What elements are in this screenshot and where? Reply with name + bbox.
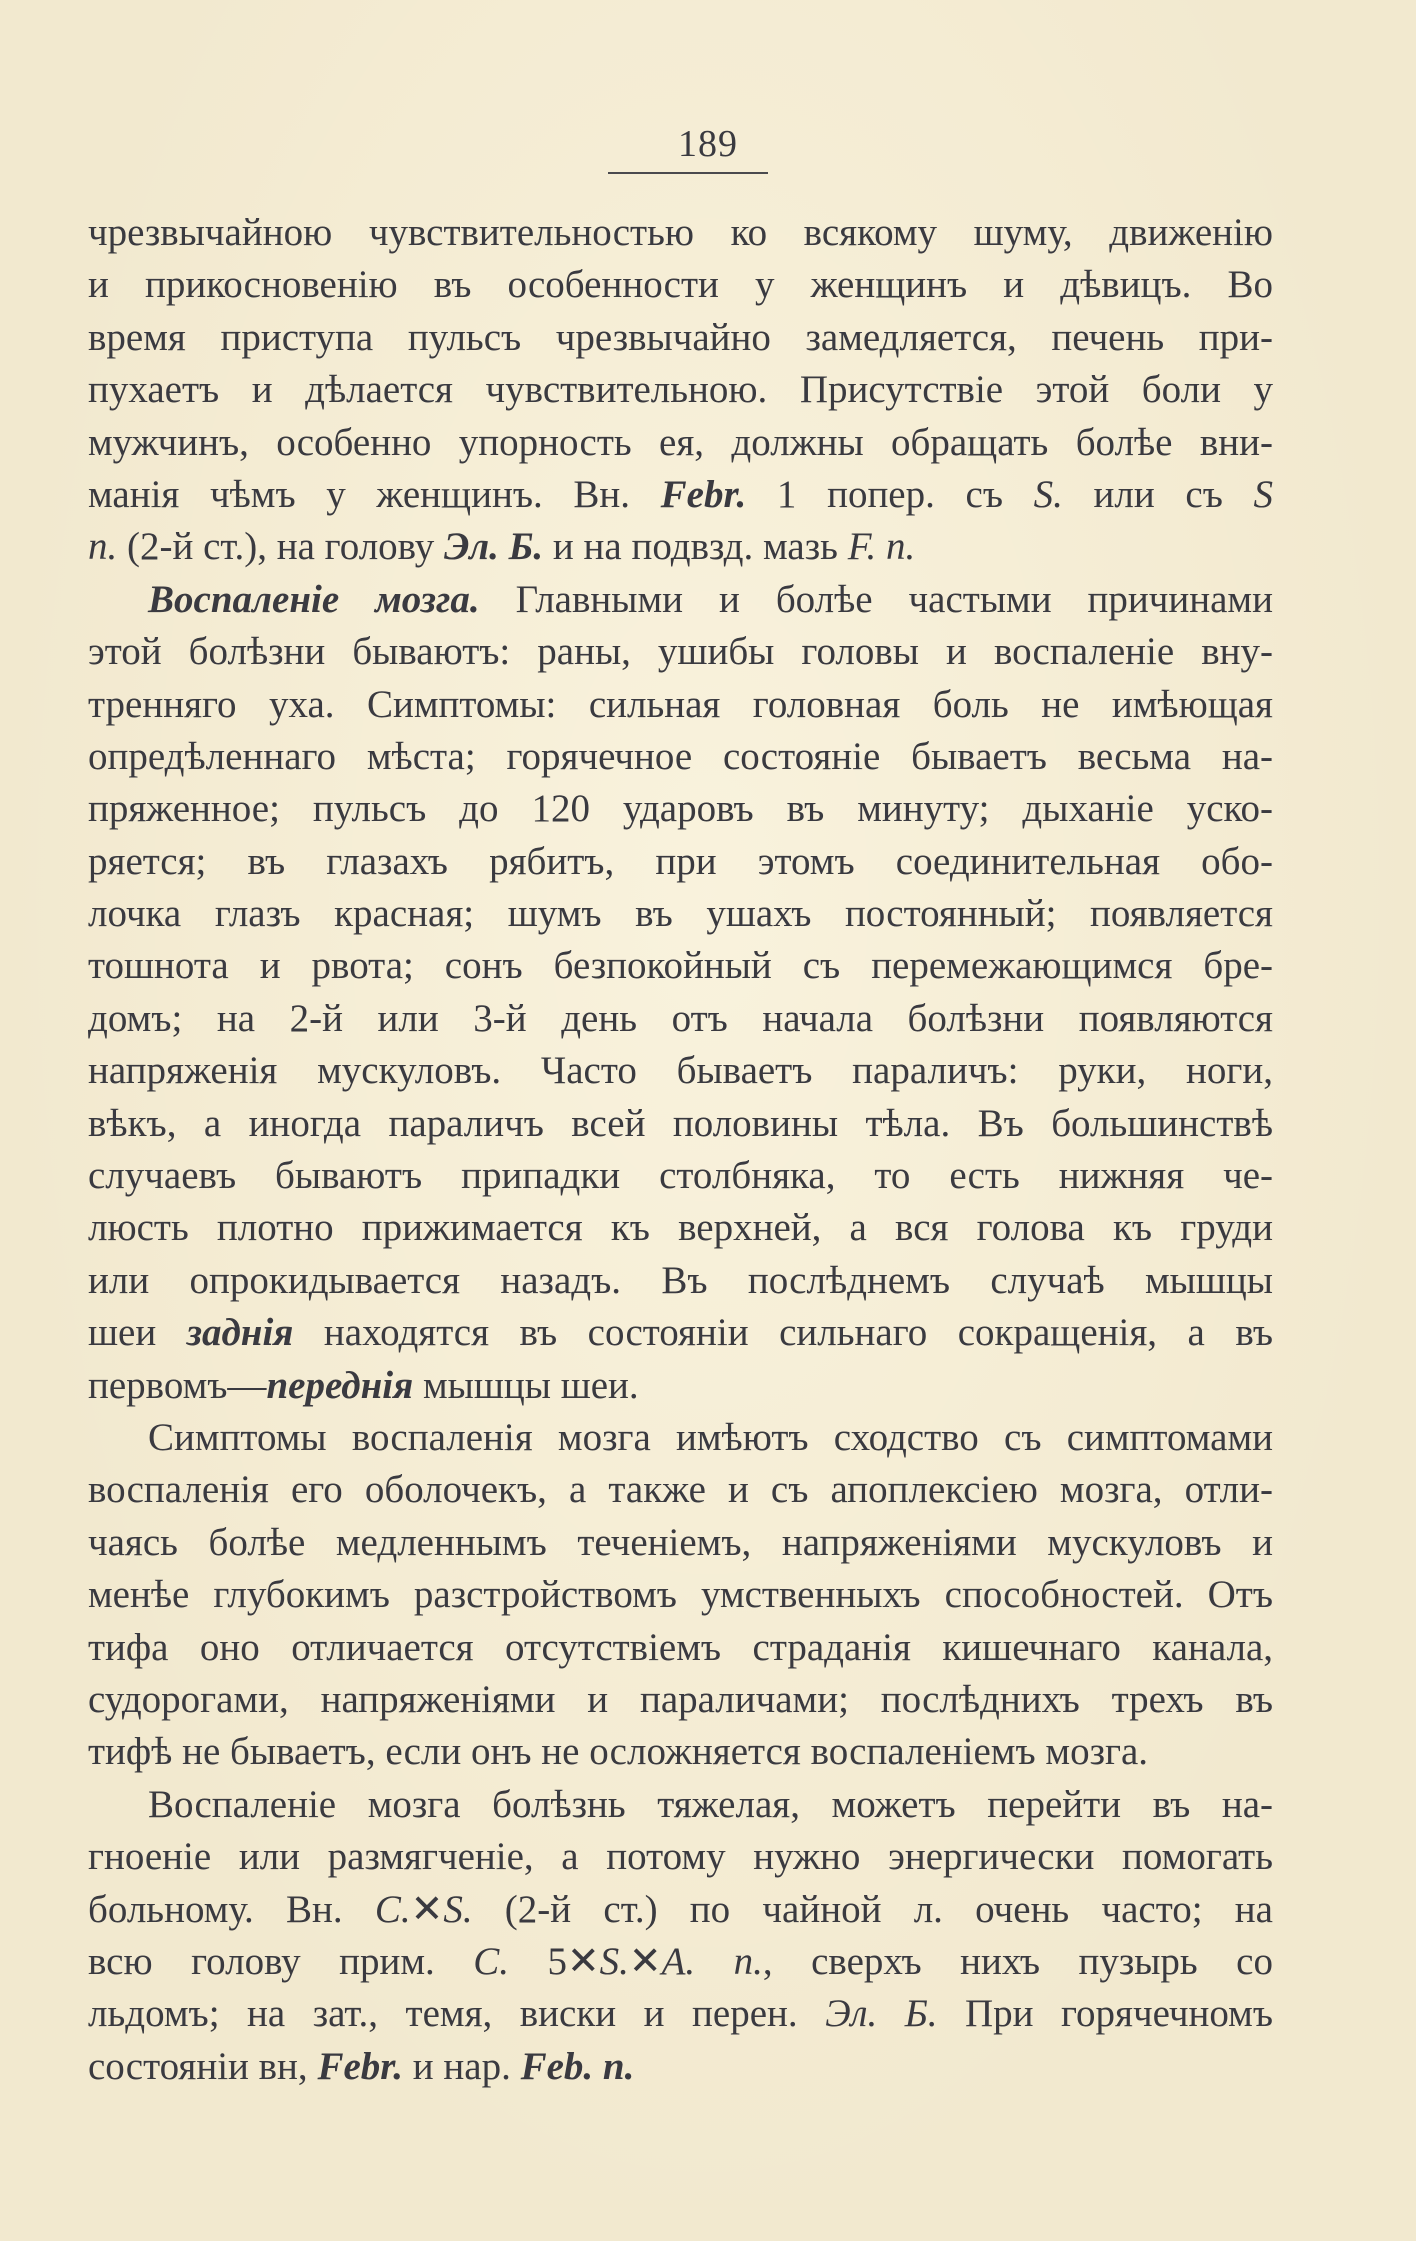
text-run: больному. Вн. (88, 1887, 375, 1931)
text-line (88, 1936, 1273, 1988)
text-run: первомъ— (88, 1363, 267, 1407)
emphasis-text: C. (374, 1887, 411, 1931)
text-run: или съ (1062, 472, 1254, 516)
text-line (88, 1412, 1273, 1464)
text-line (88, 1517, 1273, 1569)
page-number: 189 (678, 123, 738, 165)
text-run: и на подвзд. мазь (543, 525, 848, 569)
text-run: Симптомы воспаленія мозга имѣютъ сходство съ симптомами (148, 1415, 1273, 1459)
emphasis-text: A. n. (661, 1939, 763, 1983)
text-line (88, 364, 1273, 416)
emphasis-text: F. n. (847, 525, 916, 569)
text-run: пряженное; пульсъ до 120 ударовъ въ минуту; дыханіе уско- (88, 787, 1273, 831)
emphasis-text: Воспаленіе мозга. (148, 577, 480, 621)
text-line (88, 1045, 1273, 1097)
text-line (88, 312, 1273, 364)
text-line (88, 940, 1273, 992)
text-run: ✕ (410, 1887, 444, 1931)
text-run: и прикосновенію въ особенности у женщинъ и дѣвицъ. Во (88, 263, 1273, 307)
text-run: люсть плотно прижимается къ верхней, а вся голова къ груди (88, 1206, 1273, 1250)
text-run: При горячечномъ (937, 1992, 1273, 2036)
text-line (88, 1150, 1273, 1202)
text-run: напряженія мускуловъ. Часто бываетъ параличъ: руки, ноги, (88, 1049, 1273, 1093)
emphasis-text: n. (88, 525, 118, 569)
text-run: менѣе глубокимъ разстройствомъ умственныхъ способностей. Отъ (88, 1573, 1273, 1617)
text-run: Воспаленіе мозга болѣзнь тяжелая, можетъ перейти въ на- (148, 1782, 1273, 1826)
text-run: ✕ (628, 1939, 662, 1983)
text-line (88, 731, 1273, 783)
text-line (88, 469, 1273, 521)
text-run: Главными и болѣе частыми причинами (479, 577, 1273, 621)
text-line (88, 888, 1273, 940)
text-line (88, 1255, 1273, 1307)
text-line (88, 1622, 1273, 1674)
text-line (88, 1569, 1273, 1621)
text-run: этой болѣзни бываютъ: раны, ушибы головы и воспаленіе вну- (88, 630, 1273, 674)
text-line (88, 521, 1273, 573)
text-run: пухаетъ и дѣлается чувствительною. Присутствіе этой боли у (88, 368, 1273, 412)
text-line (88, 574, 1273, 626)
text-run: судорогами, напряженіями и параличами; послѣднихъ трехъ въ (88, 1677, 1273, 1721)
text-run: мужчинъ, особенно упорность ея, должны обращать болѣе вни- (88, 420, 1273, 464)
emphasis-text: C. (473, 1939, 510, 1983)
emphasis-text: S (1253, 472, 1273, 516)
text-run: домъ; на 2-й или 3-й день отъ начала болѣзни появляются (88, 996, 1273, 1040)
text-line (88, 417, 1273, 469)
text-line (88, 1464, 1273, 1516)
text-run: опредѣленнаго мѣста; горячечное состояніе бываетъ весьма на- (88, 734, 1273, 778)
text-run: (2-й ст.) по чайной л. очень часто; на (472, 1887, 1273, 1931)
text-run: (2-й ст.), на голову (117, 525, 444, 569)
text-line (88, 993, 1273, 1045)
emphasis-text: Эл. Б. (825, 1992, 938, 2036)
text-line (88, 1202, 1273, 1254)
text-run: чрезвычайною чувствительностью ко всякому шуму, движенію (88, 211, 1273, 254)
text-run: тошнота и рвота; сонъ безпокойный съ перемежающимся бре- (88, 944, 1273, 988)
text-line (88, 1307, 1273, 1359)
text-line (88, 1360, 1273, 1412)
text-run: и нар. (403, 2044, 521, 2088)
text-line (88, 1884, 1273, 1936)
body-text (88, 207, 1273, 2093)
text-line (88, 1674, 1273, 1726)
text-run: 1 попер. съ (746, 472, 1034, 516)
text-run: тренняго уха. Симптомы: сильная головная боль не имѣющая (88, 682, 1273, 726)
emphasis-text: Эл. Б. (444, 525, 544, 569)
text-run: случаевъ бываютъ припадки столбняка, то есть нижняя че- (88, 1154, 1273, 1198)
text-run: гноеніе или размягченіе, а потому нужно энергически помогать (88, 1835, 1273, 1879)
text-run: время приступа пульсъ чрезвычайно замедляется, печень при- (88, 315, 1273, 359)
text-line (88, 1779, 1273, 1831)
text-line (88, 783, 1273, 835)
text-line (88, 626, 1273, 678)
text-run: находятся въ состояніи сильнаго сокращенія, а въ (293, 1311, 1273, 1355)
text-run: тифа оно отличается отсутствіемъ страданія кишечнаго канала, (88, 1625, 1273, 1669)
text-run: вѣкъ, а иногда параличъ всей половины тѣла. Въ большинствѣ (88, 1101, 1273, 1145)
emphasis-text: S. (1033, 472, 1063, 516)
text-line (88, 207, 1273, 259)
emphasis-text: Febr. (317, 2044, 404, 2088)
emphasis-text: Feb. n. (520, 2044, 635, 2088)
text-line (88, 1831, 1273, 1883)
text-line (88, 1988, 1273, 2040)
text-line (88, 2041, 1273, 2093)
text-run: чаясь болѣе медленнымъ теченіемъ, напряженіями мускуловъ и (88, 1520, 1273, 1564)
text-run: манія чѣмъ у женщинъ. Вн. (88, 472, 661, 516)
text-run: или опрокидывается назадъ. Въ послѣднемъ случаѣ мышцы (88, 1258, 1273, 1302)
text-line (88, 836, 1273, 888)
text-run: 5✕ (509, 1939, 600, 1983)
emphasis-text: Febr. (660, 472, 747, 516)
text-run: всю голову прим. (88, 1939, 474, 1983)
text-run: воспаленія его оболочекъ, а также и съ апоплексіею мозга, отли- (88, 1468, 1273, 1512)
text-run: ряется; въ глазахъ рябитъ, при этомъ соединительная обо- (88, 839, 1273, 883)
text-run: мышцы шеи. (413, 1363, 639, 1407)
text-run: лочка глазъ красная; шумъ въ ушахъ постоянный; появляется (88, 892, 1273, 936)
text-run: шеи (88, 1311, 187, 1355)
emphasis-text: S. (443, 1887, 473, 1931)
text-line (88, 1726, 1273, 1778)
text-run: состояніи вн, (88, 2044, 318, 2088)
text-run: льдомъ; на зат., темя, виски и перен. (88, 1992, 826, 2036)
header-rule (608, 172, 768, 174)
emphasis-text: переднія (266, 1363, 414, 1407)
emphasis-text: S. (599, 1939, 629, 1983)
text-line (88, 679, 1273, 731)
text-run: , сверхъ нихъ пузырь со (762, 1939, 1273, 1983)
text-line (88, 259, 1273, 311)
text-line (88, 1098, 1273, 1150)
text-run: тифѣ не бываетъ, если онъ не осложняется воспаленіемъ мозга. (88, 1730, 1149, 1774)
emphasis-text: заднія (186, 1311, 294, 1355)
